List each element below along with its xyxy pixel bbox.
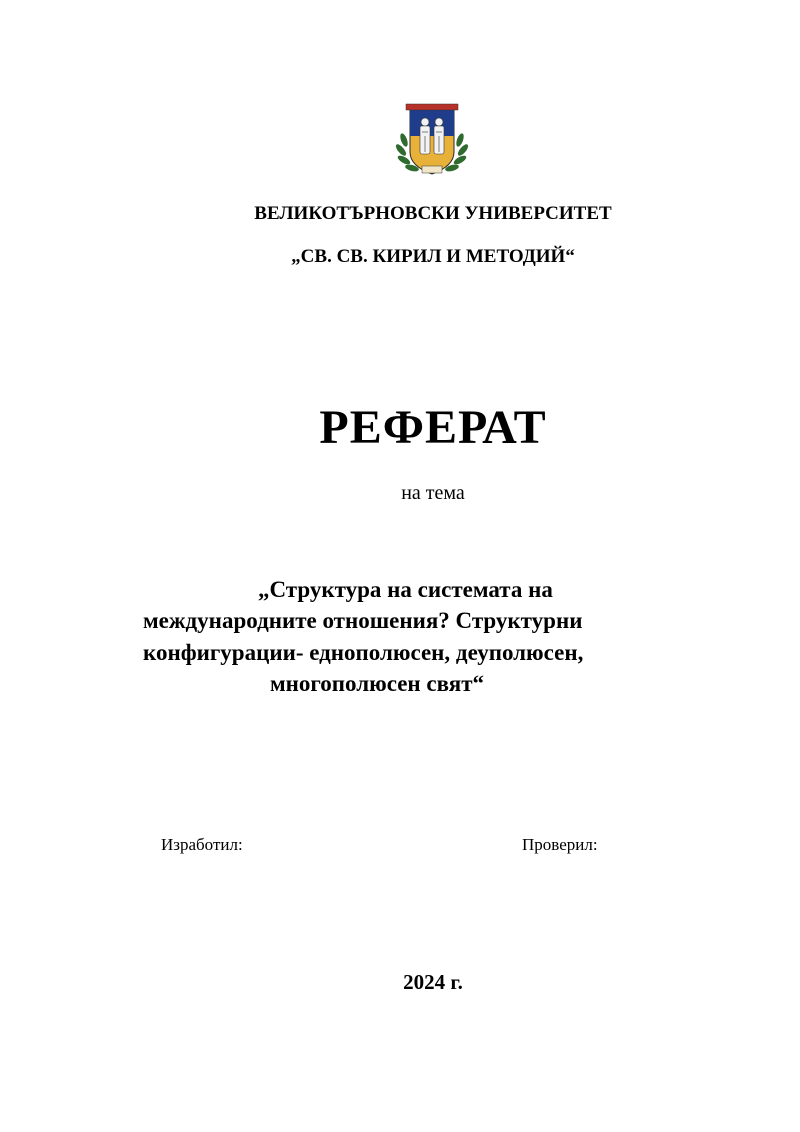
university-saints-name: „СВ. СВ. КИРИЛ И МЕТОДИЙ“ <box>291 246 575 267</box>
topic-line: конфигурации- еднополюсен, деуполюсен, <box>143 640 584 665</box>
topic-line: международните отношения? Структурни <box>143 608 583 633</box>
university-crest-icon <box>392 100 472 180</box>
topic-line: многополюсен свят“ <box>270 671 484 696</box>
author-label: Изработил: <box>161 835 243 854</box>
document-subtitle: на тема <box>401 482 465 504</box>
document-year: 2024 г. <box>403 970 463 994</box>
crest-graphic <box>392 100 472 180</box>
document-title: РЕФЕРАТ <box>319 401 547 454</box>
reviewer-label: Проверил: <box>522 835 598 854</box>
university-name: ВЕЛИКОТЪРНОВСКИ УНИВЕРСИТЕТ <box>254 203 612 224</box>
topic-line: „Структура на системата на <box>258 577 553 602</box>
